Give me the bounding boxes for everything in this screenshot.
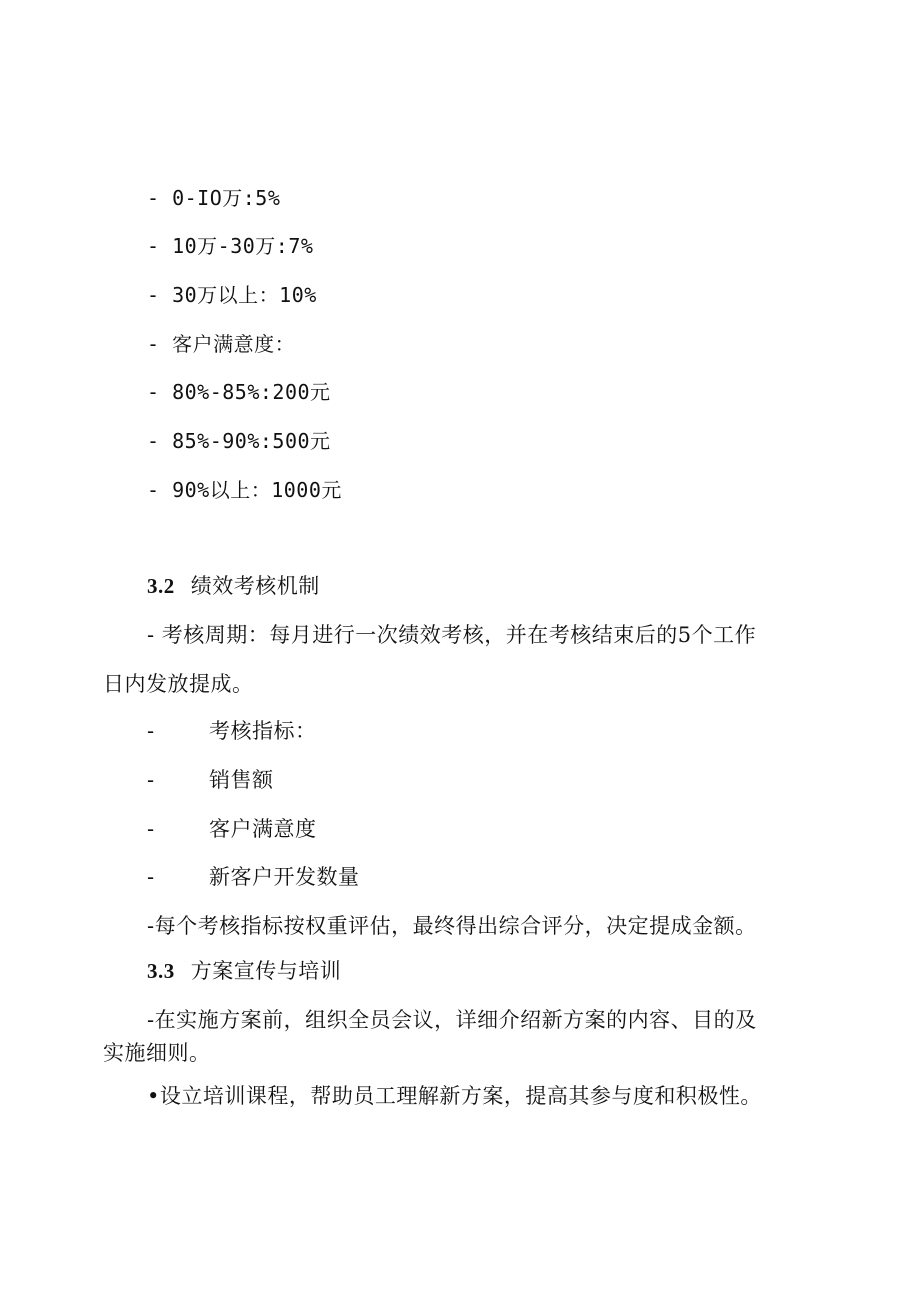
- rate-item: - 0-IO万:5%: [147, 186, 281, 210]
- section-title: 绩效考核机制: [190, 574, 320, 598]
- list-item: 考核指标：: [209, 719, 317, 743]
- rate-item: - 90%以上：1000元: [147, 478, 342, 502]
- rate-item: - 客户满意度：: [147, 332, 296, 356]
- paragraph-line: - 考核周期：每月进行一次绩效考核，并在考核结束后的5个工作: [147, 623, 757, 647]
- list-dash: -: [147, 817, 155, 841]
- section-heading-3-2: [147, 572, 320, 600]
- rate-item: - 30万以上：10%: [147, 283, 317, 307]
- section-heading-3-3: [147, 957, 341, 985]
- list-item: 新客户开发数量: [209, 865, 360, 889]
- list-item: 客户满意度: [209, 817, 317, 841]
- rate-item: - 10万-30万:7%: [147, 234, 314, 258]
- section-number: 3.2: [147, 574, 175, 598]
- section-number: 3.3: [147, 959, 175, 983]
- paragraph-line: 实施细则。: [103, 1041, 211, 1065]
- paragraph-line: •设立培训课程，帮助员工理解新方案，提高其参与度和积极性。: [147, 1084, 762, 1108]
- paragraph-line: 日内发放提成。: [103, 672, 254, 696]
- list-dash: -: [147, 768, 155, 792]
- paragraph-line: -在实施方案前，组织全员会议，详细介绍新方案的内容、目的及: [147, 1008, 757, 1032]
- rate-item: - 85%-90%:500元: [147, 429, 331, 453]
- list-dash: -: [147, 865, 155, 889]
- paragraph-line: -每个考核指标按权重评估，最终得出综合评分，决定提成金额。: [147, 914, 757, 938]
- rate-item: - 80%-85%:200元: [147, 380, 331, 404]
- section-title: 方案宣传与培训: [190, 959, 342, 983]
- list-item: 销售额: [209, 768, 274, 792]
- list-dash: -: [147, 719, 155, 743]
